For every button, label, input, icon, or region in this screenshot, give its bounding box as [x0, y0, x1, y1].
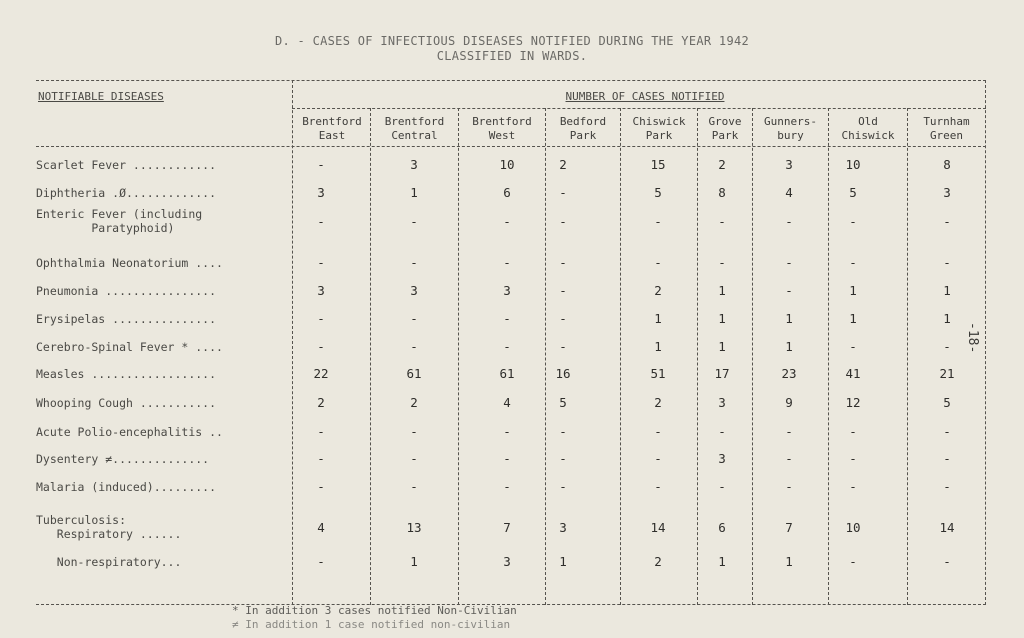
table-cell: 1 [410, 554, 418, 569]
table-cell: 1 [718, 554, 726, 569]
table-cell: 1 [943, 283, 951, 298]
table-cell: - [785, 424, 793, 439]
table-cell: - [718, 214, 726, 229]
table-cell: - [410, 255, 418, 270]
table-cell: - [317, 451, 325, 466]
table-cell: - [654, 424, 662, 439]
table-cell: 13 [406, 520, 422, 535]
table-cell: - [785, 451, 793, 466]
table-cell: - [317, 214, 325, 229]
table-cell: - [849, 339, 857, 354]
row-label: Malaria (induced)......... [36, 480, 217, 494]
table-cell: - [943, 339, 951, 354]
table-cell: - [849, 424, 857, 439]
ward-header: Brentford Central [384, 115, 445, 142]
table-cell: - [785, 479, 793, 494]
ward-header: Grove Park [708, 115, 742, 142]
table-cell: - [654, 479, 662, 494]
table-cell: - [849, 479, 857, 494]
table-cell: 2 [654, 554, 662, 569]
table-cell: - [317, 157, 325, 172]
table-cell: 10 [845, 157, 861, 172]
row-label: Erysipelas ............... [36, 312, 217, 326]
table-cell: - [849, 554, 857, 569]
table-cell: 3 [410, 157, 418, 172]
table-cell: - [503, 424, 511, 439]
table-cell: 2 [559, 157, 567, 172]
table-cell: 1 [849, 283, 857, 298]
row-label: Acute Polio-encephalitis .. [36, 425, 223, 439]
table-cell: 3 [785, 157, 793, 172]
row-label: Measles .................. [36, 367, 217, 381]
table-cell: - [317, 339, 325, 354]
row-label: Dysentery ≠.............. [36, 452, 210, 466]
table-cell: 7 [785, 520, 793, 535]
table-cell: 1 [718, 283, 726, 298]
column-divider [370, 108, 371, 605]
table-cell: - [559, 479, 567, 494]
table-cell: - [410, 424, 418, 439]
table-cell: - [559, 214, 567, 229]
table-cell: - [785, 283, 793, 298]
table-cell: 2 [410, 395, 418, 410]
table-cell: 12 [845, 395, 861, 410]
table-cell: 4 [503, 395, 511, 410]
row-label: Non-respiratory... [36, 555, 182, 569]
table-cell: 22 [313, 366, 329, 381]
table-cell: 7 [503, 520, 511, 535]
table-cell: 3 [943, 185, 951, 200]
ward-header: Old Chiswick [841, 115, 895, 142]
table-cell: 3 [410, 283, 418, 298]
page-title [0, 34, 1024, 64]
table-right-border [985, 80, 986, 605]
table-cell: - [943, 479, 951, 494]
table-cell: - [559, 339, 567, 354]
table-cell: - [410, 339, 418, 354]
table-cell: - [503, 451, 511, 466]
table-cell: - [317, 479, 325, 494]
column-divider [620, 108, 621, 605]
table-cell: 5 [654, 185, 662, 200]
row-label: Diphtheria .Ø............. [36, 186, 217, 200]
table-cell: 1 [785, 339, 793, 354]
title-line-1: D. - CASES OF INFECTIOUS DISEASES NOTIFIED DURING THE YEAR 1942 [274, 34, 750, 48]
table-cell: - [718, 479, 726, 494]
table-cell: - [410, 214, 418, 229]
table-cell: 15 [650, 157, 666, 172]
table-cell: 4 [785, 185, 793, 200]
table-cell: - [503, 311, 511, 326]
ward-header: Turnham Green [923, 115, 970, 142]
table-cell: 61 [499, 366, 515, 381]
table-cell: 1 [559, 554, 567, 569]
table-cell: - [503, 339, 511, 354]
row-label: Scarlet Fever ............ [36, 158, 217, 172]
table-cell: - [503, 214, 511, 229]
table-cell: - [559, 255, 567, 270]
disease-column-header: NOTIFIABLE DISEASES [38, 90, 164, 103]
table-cell: - [559, 311, 567, 326]
row-label: Enteric Fever (including [36, 207, 203, 221]
table-cell: 5 [849, 185, 857, 200]
row-label-continued: Paratyphoid) [36, 221, 175, 235]
table-cell: 10 [499, 157, 515, 172]
page-number: -18- [965, 322, 980, 354]
header-divider-rule [292, 108, 986, 109]
table-cell: - [410, 451, 418, 466]
footnote: ≠ In addition 1 case notified non-civilian [232, 618, 511, 631]
table-cell: 1 [785, 554, 793, 569]
table-cell: - [718, 424, 726, 439]
table-cell: 8 [943, 157, 951, 172]
table-cell: 1 [849, 311, 857, 326]
table-cell: 16 [555, 366, 571, 381]
table-cell: 3 [503, 283, 511, 298]
table-cell: 1 [785, 311, 793, 326]
table-cell: - [503, 255, 511, 270]
table-cell: 51 [650, 366, 666, 381]
table-cell: 17 [714, 366, 730, 381]
column-divider [752, 108, 753, 605]
table-cell: 10 [845, 520, 861, 535]
table-cell: 1 [654, 311, 662, 326]
table-cell: - [317, 255, 325, 270]
table-cell: 9 [785, 395, 793, 410]
table-cell: 6 [503, 185, 511, 200]
table-cell: 41 [845, 366, 861, 381]
table-cell: 1 [718, 339, 726, 354]
table-cell: - [654, 214, 662, 229]
table-cell: - [317, 554, 325, 569]
table-top-rule [36, 80, 986, 81]
table-cell: - [943, 554, 951, 569]
table-cell: 23 [781, 366, 797, 381]
table-cell: - [849, 214, 857, 229]
ward-header: Bedford Park [559, 115, 607, 142]
table-cell: 5 [943, 395, 951, 410]
table-cell: - [559, 283, 567, 298]
ward-header: Brentford East [302, 115, 362, 142]
table-cell: - [849, 255, 857, 270]
title-line-2: CLASSIFIED IN WARDS. [436, 49, 588, 63]
table-cell: - [718, 255, 726, 270]
ward-header: Brentford West [472, 115, 532, 142]
table-cell: - [943, 424, 951, 439]
table-cell: - [849, 451, 857, 466]
table-cell: 14 [939, 520, 955, 535]
table-cell: 2 [317, 395, 325, 410]
table-cell: 6 [718, 520, 726, 535]
table-cell: - [943, 255, 951, 270]
row-label: Tuberculosis: [36, 513, 127, 527]
table-cell: - [785, 255, 793, 270]
row-label-continued: Respiratory ...... [36, 527, 182, 541]
table-cell: 1 [943, 311, 951, 326]
ward-header: Chiswick Park [632, 115, 686, 142]
row-label: Cerebro-Spinal Fever * .... [36, 340, 223, 354]
table-cell: 4 [317, 520, 325, 535]
table-cell: 2 [654, 395, 662, 410]
table-cell: 5 [559, 395, 567, 410]
table-cell: - [503, 479, 511, 494]
table-cell: - [410, 479, 418, 494]
table-cell: - [559, 185, 567, 200]
table-cell: 1 [410, 185, 418, 200]
table-cell: 61 [406, 366, 422, 381]
table-cell: 1 [718, 311, 726, 326]
header-bottom-rule [36, 146, 986, 147]
table-cell: - [654, 255, 662, 270]
column-divider [458, 108, 459, 605]
table-cell: 21 [939, 366, 955, 381]
table-cell: - [317, 424, 325, 439]
table-cell: - [943, 214, 951, 229]
row-label: Whooping Cough ........... [36, 396, 217, 410]
table-cell: 3 [559, 520, 567, 535]
row-label: Pneumonia ................ [36, 284, 217, 298]
row-label: Ophthalmia Neonatorium .... [36, 256, 223, 270]
table-cell: - [317, 311, 325, 326]
table-cell: 2 [654, 283, 662, 298]
table-cell: 3 [718, 395, 726, 410]
table-cell: 3 [503, 554, 511, 569]
table-cell: 3 [317, 185, 325, 200]
table-cell: - [785, 214, 793, 229]
table-cell: 1 [654, 339, 662, 354]
cases-column-header: NUMBER OF CASES NOTIFIED [565, 90, 725, 103]
table-cell: - [410, 311, 418, 326]
table-cell: 3 [718, 451, 726, 466]
footnote: * In addition 3 cases notified Non-Civilian [232, 604, 517, 617]
ward-header: Gunners- bury [764, 115, 817, 142]
table-cell: - [559, 451, 567, 466]
table-cell: - [943, 451, 951, 466]
table-cell: 14 [650, 520, 666, 535]
column-divider [907, 108, 908, 605]
table-cell: - [559, 424, 567, 439]
table-cell: - [654, 451, 662, 466]
table-cell: 2 [718, 157, 726, 172]
table-cell: 3 [317, 283, 325, 298]
table-cell: 8 [718, 185, 726, 200]
